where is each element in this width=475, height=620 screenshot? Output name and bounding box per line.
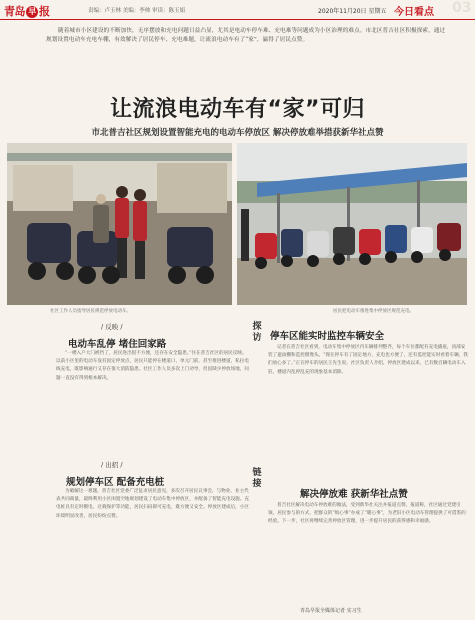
section-title-link: 解决停放难 获新华社点赞 [300,489,408,500]
issue-date: 2020年11月20日 星期五 [318,8,387,15]
side-label-visit: 探访 [252,322,262,343]
side-label-link: 链接 [252,468,262,489]
section-title-visit: 停车区能实时监控车辆安全 [270,331,385,342]
logo-text-right: 报 [39,5,50,18]
section-title-solution: 规划停车区 配备充电桩 [66,477,165,488]
photo-left [7,143,232,305]
section-title-reflect: 电动车乱停 堵住回家路 [68,339,167,350]
lead-paragraph: 随着城市小区建设的不断加快，无序摆放和充电问题日益凸显，尤其是电动车停车难、充电难等问题成为小区治理的难点。市北区普吉社区积极探索，通过规划设置电动车充电车棚，有效解决了居民停车、充电难题，让流浪电动车有了“家”，赢得了居民点赞。 [46,28,446,43]
byline-footer: 青岛早报全媒体记者 实习生 [300,608,362,614]
logo-disc: 早 [26,6,38,18]
section-body-visit: 记者在普吉社区看到，电动车集中停放区内车辆排列整齐，每个车位都配有充电插座，顶部安装了遮雨棚和监控摄像头。“现在停车有了固定地方，充电也方便了，还有监控能实时看着车辆，我们放心多了。”正在停车的居民王先生说。社区负责人介绍，停放区建成以来，已有数百辆电动车入驻，楼道内乱停乱充的现象基本消除。 [268,345,468,375]
section-tag-solution: / 出招 / [101,461,123,469]
header-rule [0,19,475,20]
editor-credits: 责编：卢玉林 美编：李帅 审读：陈玉娟 [88,8,185,14]
sub-headline: 市北普吉社区规划设置智能充电的电动车停放区 解决停放难举措获新华社点赞 [91,128,384,138]
section-body-solution: 为破解这一难题，普吉社区党委广泛征求居民意见，多次召开居民议事会，与物业、业主代表共同商量，最终利用小区闲置空地规划建设了电动车集中停放区，并配备了智能充电设施。充电桩具有定时断电、过载保护等功能，居民扫码即可充电，既方便又安全。停放区建成后，小区环境明显改善，居民纷纷点赞。 [56,489,249,519]
photo-right-caption: 居民把电动车推进集中停放区规范充电。 [333,309,414,314]
photo-left-image [7,143,232,305]
main-headline: 让流浪电动车有“家”可归 [110,97,365,122]
section-name: 今日看点 [394,7,434,18]
photo-right [237,143,467,305]
newspaper-logo [4,3,50,19]
photo-left-caption: 社区工作人员指导居民规范停放电动车。 [50,309,131,314]
page-header [0,0,475,20]
logo-text-left: 青岛 [4,5,25,18]
section-body-link: 普吉社区解决电动车停放难的做法，受到新华社关注并报道点赞。报道称，社区通过党建引领、居民参与的方式，把群众的“烦心事”办成了“暖心事”，为老旧小区电动车管理提供了可借鉴的经验。下一步，社区将继续完善停放区管理，进一步提升居民的获得感和幸福感。 [268,503,466,525]
section-tag-reflect: / 反映 / [101,323,123,331]
section-body-reflect: “一楼入户大门被挡了，居民进出很不方便，还存在安全隐患。”住在普吉社区的居民反映。以前小区里的电动车没有固定停放点，居民只能停在楼道口、单元门前，甚至推进楼道，私拉电线充电，既影响通行又存在很大消防隐患。社区工作人员多次上门劝导，但因缺少停放场地，问题一直没有得到根本解决。 [56,351,249,381]
page-number: 03 [452,0,472,16]
photo-right-image [237,143,467,305]
